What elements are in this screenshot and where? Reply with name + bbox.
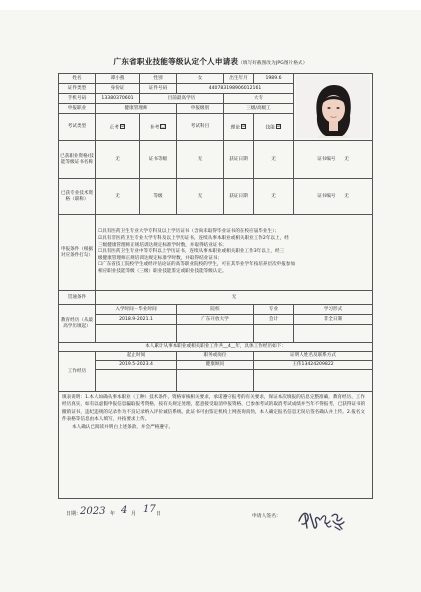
birth-label: 出生年月 bbox=[224, 74, 254, 84]
held-cert-number-value: 无 bbox=[344, 156, 349, 162]
skill-label: 技能 bbox=[265, 124, 275, 130]
held-cert-date-value[interactable]: 无 bbox=[254, 141, 294, 179]
phone-label: 手机号码 bbox=[59, 94, 96, 104]
work-years-line: 本人累计从事本职业或相关职业工作共__4__年，具体工作经历如下： bbox=[59, 343, 373, 352]
birth-value[interactable]: 1989.6 bbox=[254, 74, 294, 84]
held-title-value[interactable]: 无 bbox=[96, 179, 140, 215]
occupation-value[interactable]: 健康管理师 bbox=[96, 104, 177, 114]
date-label: 日期： bbox=[66, 511, 82, 517]
date-day-unit: 日 bbox=[156, 511, 162, 517]
work-history-label: 工作经历 bbox=[59, 352, 96, 392]
id-number-label: 证件号码 bbox=[140, 84, 177, 94]
portrait-image bbox=[296, 76, 370, 138]
condition-line: 级健康管理师正规培训达规定标准学时数，并取得结业证书； bbox=[98, 255, 223, 261]
date-year-unit: 年 bbox=[110, 511, 116, 517]
conditions-options[interactable] bbox=[96, 215, 373, 291]
edu-empty-cell[interactable] bbox=[96, 325, 177, 343]
theory-label: 理论 bbox=[230, 124, 240, 130]
form-title-text: 广东省职业技能等级认定个人申请表 bbox=[113, 57, 239, 66]
condition-line[interactable]: ☐具有医药卫生专业大学专科及以上学历证书（含尚未取得毕业证书的在校应届毕业生）； bbox=[98, 229, 279, 235]
edu-header-period: 入学时间－毕业时间 bbox=[96, 305, 177, 315]
date-year-value[interactable]: 2023 bbox=[80, 506, 106, 517]
applicant-photo bbox=[296, 76, 370, 138]
form-title-note: （填写好截图改为JPG图片格式） bbox=[238, 61, 308, 66]
form-title bbox=[0, 56, 421, 67]
edu-period-value[interactable]: 2018.9-2021.1 bbox=[96, 315, 177, 325]
edu-empty-cell[interactable] bbox=[294, 325, 373, 343]
occupation-label: 申报职业 bbox=[59, 104, 96, 114]
application-table bbox=[58, 73, 373, 499]
retake-checkbox[interactable]: □ bbox=[161, 123, 165, 128]
edu-school-value[interactable]: 广东开放大学 bbox=[177, 315, 254, 325]
signature-image[interactable] bbox=[296, 507, 348, 533]
work-header-position: 职务或岗位 bbox=[177, 352, 254, 361]
met-conditions-value[interactable]: 无 bbox=[96, 291, 373, 305]
skill-checkbox[interactable]: ☑ bbox=[276, 123, 281, 128]
gender-label: 性别 bbox=[140, 74, 177, 84]
id-type-value[interactable]: 身份证 bbox=[96, 84, 140, 94]
date-month-unit: 月 bbox=[131, 511, 137, 517]
edu-major-value[interactable]: 会计 bbox=[254, 315, 294, 325]
met-conditions-label: 贯通条件 bbox=[59, 291, 96, 305]
declaration-cell bbox=[59, 392, 373, 499]
held-title-date-label: 获证日期 bbox=[224, 179, 254, 215]
subject-label: 考试科目 bbox=[177, 114, 224, 141]
theory-checkbox[interactable]: ☑ bbox=[241, 123, 246, 128]
id-type-label: 证件类型 bbox=[59, 84, 96, 94]
conditions-label: 申报条件（根据对应条件打勾） bbox=[59, 215, 96, 291]
edu-header-school: 院校 bbox=[177, 305, 254, 315]
held-cert-level-value[interactable]: 无 bbox=[177, 141, 224, 179]
held-title-level-label: 等级 bbox=[140, 179, 177, 215]
condition-line[interactable]: ☐具有医药卫生专业中等专科以上学历证书，连续从事本职业或相关职业工作3年以上，经三 bbox=[98, 249, 285, 255]
condition-line[interactable]: ☐广东省技工院校学生或经评估论证的高等职业院校的学生，可在其毕业学年按培养层次申报参加 bbox=[98, 262, 296, 268]
held-title-level-value[interactable]: 无 bbox=[177, 179, 224, 215]
skill-option[interactable] bbox=[254, 114, 294, 141]
first-exam-checkbox[interactable]: ☑ bbox=[120, 123, 125, 128]
edu-empty-cell[interactable] bbox=[177, 325, 254, 343]
condition-line: 相应职业技能等级（三级）职业技能鉴定或职业技能等级认定。 bbox=[98, 268, 227, 274]
held-title-label: 已获专业技术资格（职称） bbox=[59, 179, 96, 215]
id-number-value[interactable]: 440783198906012161 bbox=[177, 84, 294, 94]
gender-value[interactable]: 女 bbox=[177, 74, 224, 84]
declaration-text: 填表说明：1.本人如确从事本职业（工种）技术条件，资格审核相关要求，承诺遵守报考的有关要求，保证本次填报的信息完整准确，教育经历、工作经历真实，如有以虚假申报信息骗取报考资格，按有关规定处理，愿意接受取消申报资格、已参加考试的取消考试成绩并当年不得报考，已获得证书的撤销证书，违纪违规的记录作为不良记录纳入评价诚信系统。此证书可由鉴定机构上网查询真伪，本人确定报名信息无误后签名确认并上传。2.报名文件表格等信息由本人填写，并按要求上传。 bbox=[62, 395, 366, 423]
date-month-value[interactable]: 4 bbox=[121, 505, 128, 516]
exam-type-label: 考试类型 bbox=[59, 114, 96, 141]
held-title-number-value: 无 bbox=[344, 193, 349, 199]
held-cert-value[interactable]: 无 bbox=[96, 141, 140, 179]
level-label: 申报级别 bbox=[177, 104, 224, 114]
photo-cell bbox=[294, 74, 373, 141]
work-position-value[interactable]: 健康顾问 bbox=[177, 361, 254, 370]
edu-empty-cell[interactable] bbox=[254, 325, 294, 343]
level-value[interactable]: 三级/高级工 bbox=[224, 104, 294, 114]
held-cert-label: 已获职业资格/技能等级证书名称 bbox=[59, 141, 96, 179]
work-empty-cell[interactable] bbox=[96, 370, 177, 392]
work-period-value[interactable]: 2019.5-2023.4 bbox=[96, 361, 177, 370]
held-cert-level-label: 证书等级 bbox=[140, 141, 177, 179]
work-reference-value[interactable]: 王伟13424209822 bbox=[254, 361, 373, 370]
condition-line: 三级健康管理师正规培训达规定标准学时数，并取得结业证书； bbox=[98, 242, 227, 248]
sign-label: 申请人签名： bbox=[252, 514, 281, 519]
education-history-label: 教育经历（从最高学历填起） bbox=[59, 305, 96, 343]
education-level-label: 目前最高学历 bbox=[140, 94, 224, 104]
date-day-value[interactable]: 17 bbox=[143, 504, 156, 515]
declaration-confirm: 本人确认已阅读并明白上述条款，并会严格遵守。 bbox=[72, 424, 174, 430]
held-title-number-cell[interactable] bbox=[294, 179, 373, 215]
held-title-number-label: 证书编号 bbox=[317, 193, 336, 199]
first-exam-option[interactable] bbox=[96, 114, 140, 141]
held-cert-date-label: 获证日期 bbox=[224, 141, 254, 179]
name-label: 姓名 bbox=[59, 74, 96, 84]
edu-mode-value[interactable]: 非全日制 bbox=[294, 315, 373, 325]
condition-line[interactable]: ☑具有非医药卫生专业大学专科及以上学历证书，连续从事本职业或相关职业工作2年以上，经 bbox=[98, 236, 289, 242]
held-cert-number-cell[interactable] bbox=[294, 141, 373, 179]
first-exam-label: 正考 bbox=[109, 124, 119, 130]
edu-header-major: 专业 bbox=[254, 305, 294, 315]
retake-label: 补考 bbox=[150, 124, 160, 130]
phone-value[interactable]: 13380370601 bbox=[96, 94, 140, 104]
retake-option[interactable] bbox=[140, 114, 177, 141]
education-level-value[interactable]: 大专 bbox=[224, 94, 294, 104]
edu-header-mode: 学习形式 bbox=[294, 305, 373, 315]
held-cert-number-label: 证书编号 bbox=[317, 156, 336, 162]
name-value[interactable]: 谭小燕 bbox=[96, 74, 140, 84]
work-empty-cell[interactable] bbox=[254, 370, 373, 392]
work-empty-cell[interactable] bbox=[177, 370, 254, 392]
theory-option[interactable] bbox=[224, 114, 254, 141]
held-title-date-value[interactable]: 无 bbox=[254, 179, 294, 215]
work-header-period: 起止时间 bbox=[96, 352, 177, 361]
date-line bbox=[66, 510, 81, 517]
work-header-reference: 证明人姓名及联系方式 bbox=[254, 352, 373, 361]
